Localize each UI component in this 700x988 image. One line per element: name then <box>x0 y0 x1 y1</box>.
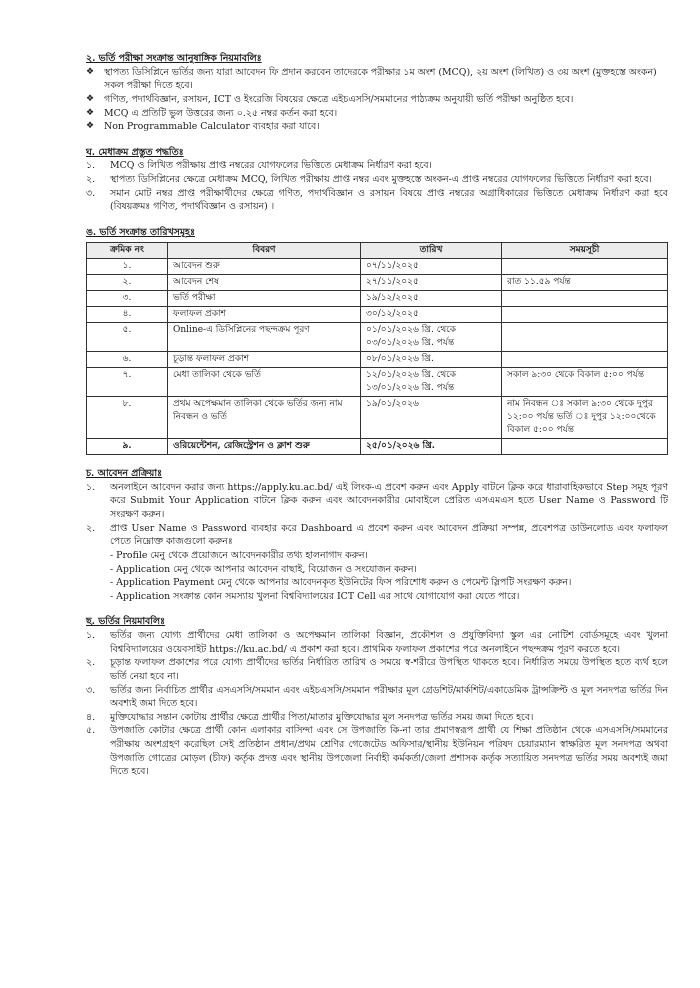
admission-rules-heading: ছ. ভর্তির নিয়মাবলিঃ <box>86 616 165 628</box>
dashboard-steps-list <box>86 549 668 604</box>
list-item: - Application সংক্রান্ত কোন সমস্যায় খুলনা বিশ্ববিদ্যালয়ের ICT Cell এর সাথে যোগাযোগ করা যেতে পারে। <box>110 590 520 602</box>
list-item: ১. MCQ ও লিখিত পরীক্ষায় প্রাপ্ত নম্বরের যোগফলের ভিত্তিতে মেধাক্রম নির্ধারণ করা হবে। <box>86 160 432 172</box>
list-item: ৪. মুক্তিযোদ্ধার সন্তান কোটায় প্রার্থীর ক্ষেত্রে প্রার্থীর পিতা/মাতার মুক্তিযোদ্ধার মূল সনদপত্র ভর্তির সময় জমা দিতে হবে। <box>86 711 534 723</box>
exam-rules-section <box>86 52 668 134</box>
bullet-item: ❖ Non Programmable Calculator ব্যবহার করা যাবে। <box>86 121 320 133</box>
table-row: ৩. ভর্তি পরীক্ষা ১৯/১২/২০২৫ <box>87 290 668 306</box>
table-row: ২. আবেদন শেষ ২৭/১১/২০২৫ রাত ১১.৫৯ পর্যন্ত <box>87 274 668 290</box>
application-process-heading: চ. আবেদন প্রক্রিয়াঃ <box>86 468 163 480</box>
column-header: সময়সূচী <box>502 242 668 258</box>
merit-list-section <box>86 146 668 214</box>
table-row: ৮. প্রথম অপেক্ষমান তালিকা থেকে ভর্তির জন্য নাম নিবন্ধন ও ভর্তি ১৯/০১/২০২৬ নাম নিবন্ধন ঃ সকাল ৯:৩০ থেকে দুপুর ১২:০০ পর্যন্ত ভর্তি ঃ দুপুর ১২:০০থেকে বিকাল ৫:০০ পর্যন্ত <box>87 396 668 438</box>
notice-page <box>86 52 668 779</box>
list-item: ১. অনলাইনে আবেদন করার জন্য https://apply.ku.ac.bd/ এই লিংক-এ প্রবেশ করুন এবং Apply বাটনে ক্লিক করে ধারাবাহিকভাবে Step সমূহ পূরণ করে Submit Your Application বাটনে ক্লিক করুন এবং আবেদনকারীর মোবাইলে প্রেরিত এসএমএস হতে User Name ও Password টি সংরক্ষণ করুন। <box>86 481 668 521</box>
diamond-bullet-icon: ❖ <box>86 93 95 104</box>
list-item: ৫. উপজাতি কোটার ক্ষেত্রে প্রার্থী কোন এলাকার বাসিন্দা এবং সে উপজাতি কি-না তার প্রমাণস্বরূপ প্রার্থী যে শিক্ষা প্রতিষ্ঠান থেকে এসএসসি/সমমানের পরীক্ষায় অংশগ্রহণ করেছিল সেই প্রতিষ্ঠান প্রধান/প্রথম শ্রেণির গেজেটেড অফিসার/স্থানীয় ইউনিয়ন পরিষদ চেয়ারম্যান স্বাক্ষরিত মূল সনদপত্র অথবা উপজাতি গোত্রের মোড়ল (চীফ) কর্তৃক প্রদত্ত এবং স্থানীয় উপজেলা নির্বাহী কর্মকর্তা/জেলা প্রশাসক কর্তৃক সত্যায়িত সনদপত্র ভর্তির সময় অবশ্যই জমা দিতে হবে। <box>86 725 668 778</box>
table-row: ৯. ওরিয়েন্টেশন, রেজিস্ট্রেশন ও ক্লাশ শুরু ২৫/০১/২০২৬ খ্রি. <box>87 439 668 455</box>
list-item: - Application Payment মেনু থেকে আপনার আবেদনকৃত ইউনিটের ফিস পরিশোধ করুন ও পেমেন্ট স্লিপটি সংরক্ষণ করুন। <box>110 577 572 589</box>
list-item: - Application মেনু থেকে আপনার আবেদন বাছাই, বিয়োজন ও সংযোজন করুন। <box>110 563 417 575</box>
diamond-bullet-icon: ❖ <box>86 66 95 77</box>
admission-dates-heading: ঙ. ভর্তি সংক্রান্ত তারিখসমূহঃ <box>86 226 195 238</box>
list-item: ৩. ভর্তির জন্য নির্বাচিত প্রার্থীর এসএসসি/সমমান এবং এইচএসসি/সমমান পরীক্ষার মূল গ্রেডশিট/মার্কশিট/একাডেমিক ট্রান্সক্রিপ্ট ও মূল সনদপত্র ভর্তির দিন অবশ্যই জমা দিতে হবে। <box>86 684 668 710</box>
application-process-section <box>86 467 668 603</box>
table-row: ৬. চূড়ান্ত ফলাফল প্রকাশ ০৮/০১/২০২৬ খ্রি. <box>87 351 668 367</box>
diamond-bullet-icon: ❖ <box>86 107 95 118</box>
column-header: তারিখ <box>361 242 502 258</box>
table-row: ৫. Online-এ ডিসিপ্লিনের পছন্দক্রম পূরণ ০১/০১/২০২৬ খ্রি. থেকে ০৩/০১/২০২৬ খ্রি. পর্যন্ত <box>87 322 668 351</box>
column-header: ক্রমিক নং <box>87 242 168 258</box>
list-item: - Profile মেনু থেকে প্রয়োজনে আবেদনকারীর তথ্য হালনাগাদ করুন। <box>110 549 368 561</box>
exam-rules-heading: ২. ভর্তি পরীক্ষা সংক্রান্ত আনুষাঙ্গিক নিয়মাবলিঃ <box>86 53 262 64</box>
column-header: বিবরণ <box>168 242 361 258</box>
table-row: ৭. মেধা তালিকা থেকে ভর্তি ১২/০১/২০২৬ খ্রি. থেকে ১৩/০১/২০২৬ খ্রি. পর্যন্ত সকাল ৯:৩০ থেকে বিকাল ৫:০০ পর্যন্ত <box>87 367 668 396</box>
table-row: ১. আবেদন শুরু ০৭/১১/২০২৫ <box>87 258 668 274</box>
admission-rules-section <box>86 615 668 779</box>
admission-schedule-table <box>86 242 668 456</box>
table-header-row <box>87 242 668 258</box>
list-item: ৩. সমান মোট নম্বর প্রাপ্ত পরীক্ষার্থীদের ক্ষেত্রে গণিত, পদার্থবিজ্ঞান ও রসায়ন বিষয়ে প্রাপ্ত নম্বরের অগ্রাধিকারের ভিত্তিতে মেধাক্রম নির্ধারণ করা হবে (বিষয়ক্রমঃ গণিত, পদার্থবিজ্ঞান ও রসায়ন) । <box>86 187 668 213</box>
bullet-item: ❖ MCQ এ প্রতিটি ভুল উত্তরের জন্য ০.২৫ নম্বর কর্তন করা হবে। <box>86 107 338 119</box>
list-item: ২. চূড়ান্ত ফলাফল প্রকাশের পরে যোগ্য প্রার্থীদের ভর্তির নির্ধারিত তারিখ ও সময়ে স্ব-শরীরে উপস্থিত থাকতে হবে। নির্ধারিত সময়ে উপস্থিত হতে ব্যর্থ হলে ভর্তি নেয়া হবে না। <box>86 657 668 682</box>
table-row: ৪. ফলাফল প্রকাশ ৩০/১২/২০২৫ <box>87 306 668 322</box>
list-item: ২. প্রাপ্ত User Name ও Password ব্যবহার করে Dashboard এ প্রবেশ করুন এবং আবেদন প্রক্রিয়া সম্পন্ন, প্রবেশপত্র ডাউনলোড এবং ফলাফল পেতে নিম্নোক্ত কাজগুলো করুনঃ <box>86 522 668 548</box>
bullet-item: ❖ স্থাপত্য ডিসিপ্লিনে ভর্তির জন্য যারা আবেদন ফি প্রদান করবেন তাদেরকে পরীক্ষার ১ম অংশ (MCQ), ২য় অংশ (লিখিত) ও ৩য় অংশ (মুক্তহস্তে অংকন) সকল পরীক্ষা দিতে হবে। <box>86 66 657 92</box>
bullet-item: ❖ গণিত, পদার্থবিজ্ঞান, রসায়ন, ICT ও ইংরেজি বিষয়ের ক্ষেত্রে এইচএসসি/সমমানের পাঠ্যক্রম অনুযায়ী ভর্তি পরীক্ষা অনুষ্ঠিত হবে। <box>86 93 574 105</box>
list-item: ১. ভর্তির জন্য যোগ্য প্রার্থীদের মেধা তালিকা ও অপেক্ষমান তালিকা বিজ্ঞান, প্রকৌশল ও প্রযুক্তিবিদ্যা স্কুল এর নোটিশ বোর্ডসমূহে এবং খুলনা বিশ্ববিদ্যালয়ের ওয়েবসাইট https://ku.ac.bd/ এ প্রকাশ করা হবে। প্রাথমিক ফলাফল প্রকাশের পরে অনলাইনে পছন্দক্রম পূরণ করতে হবে। <box>86 630 668 655</box>
admission-dates-section <box>86 226 668 455</box>
list-item: ২. স্থাপত্য ডিসিপ্লিনের ক্ষেত্রে মেধাক্রম MCQ, লিখিত পরীক্ষায় প্রাপ্ত নম্বর এবং মুক্তহস্তে অংকন-এ প্রাপ্ত নম্বরের যোগফলের ভিত্তিতে নির্ধারণ করা হবে। <box>86 174 652 185</box>
diamond-bullet-icon: ❖ <box>86 121 95 132</box>
merit-list-heading: ঘ. মেধাক্রম প্রস্তুত পদ্ধতিঃ <box>86 146 184 158</box>
